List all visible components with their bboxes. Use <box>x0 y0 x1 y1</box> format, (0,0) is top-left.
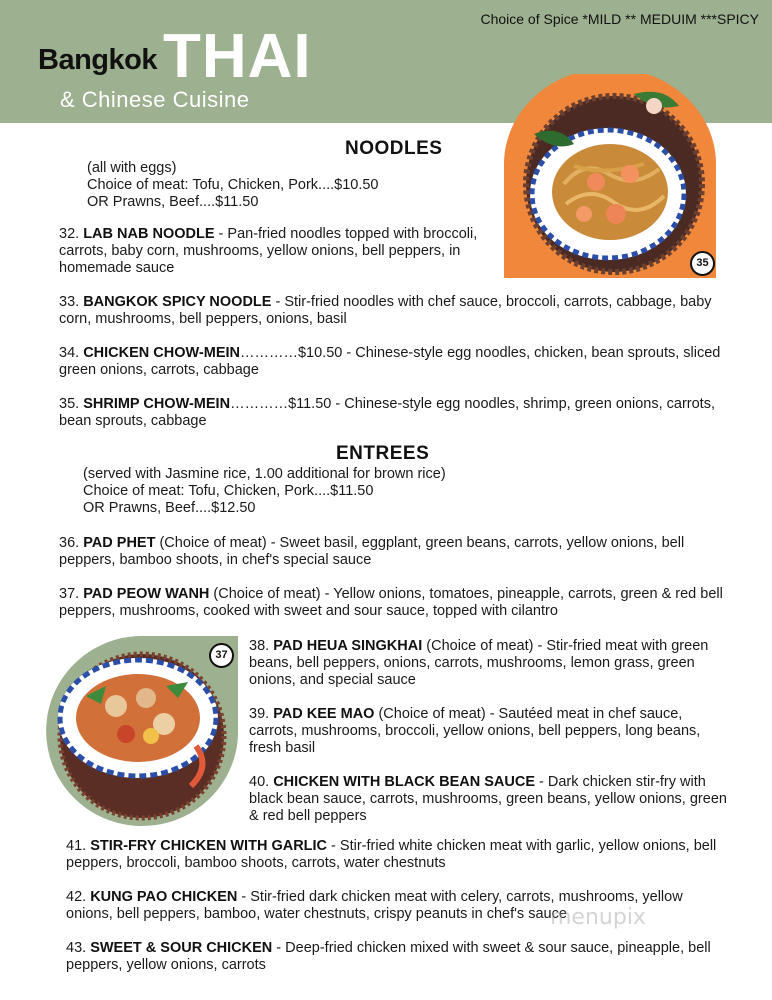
entrees-title: ENTREES <box>336 443 430 464</box>
item-number: 42. <box>66 889 87 905</box>
photo-number-badge: 35 <box>690 251 715 276</box>
item-number: 37. <box>59 586 80 602</box>
entrees-note: (served with Jasmine rice, 1.00 additional for brown rice) <box>83 466 446 482</box>
item-description: - Stir-fried white chicken meat with garlic, yellow onions, bell peppers, broccoli, bamboo shoots, carrots, water chestnuts <box>66 838 717 871</box>
menu-item <box>66 838 726 872</box>
item-name: PAD PEOW WANH <box>83 586 210 602</box>
noodles-note: Choice of meat: Tofu, Chicken, Pork....$10.50 <box>87 177 379 193</box>
menu-item <box>249 706 724 757</box>
menu-item <box>59 535 729 569</box>
item-name: LAB NAB NOODLE <box>83 226 215 242</box>
item-description: - Stir-fried noodles with chef sauce, broccoli, carrots, cabbage, baby corn, mushrooms, bell peppers, onions, basil <box>59 294 712 327</box>
menu-item <box>249 638 724 689</box>
item-number: 39. <box>249 706 270 722</box>
item-number: 34. <box>59 345 80 361</box>
item-description: (Choice of meat) - Stir-fried meat with green beans, bell peppers, onions, carrots, mushrooms, lemon grass, green onions, and special sauce <box>249 638 709 688</box>
menu-item <box>66 940 726 974</box>
menu-item <box>59 345 729 379</box>
noodle-dish-photo <box>504 74 716 278</box>
item-description: - Deep-fried chicken mixed with sweet & sour sauce, pineapple, bell peppers, yellow onions, carrots <box>66 940 711 973</box>
noodles-note: OR Prawns, Beef....$11.50 <box>87 194 259 210</box>
photo-number-badge: 37 <box>209 643 234 668</box>
item-description: …………$10.50 - Chinese-style egg noodles, chicken, bean sprouts, sliced green onions, carrots, cabbage <box>59 345 721 378</box>
item-number: 38. <box>249 638 270 654</box>
item-name: PAD KEE MAO <box>273 706 375 722</box>
item-name: PAD PHET <box>83 535 156 551</box>
item-description: - Pan-fried noodles topped with broccoli, carrots, baby corn, mushrooms, yellow onions, bell peppers, in homemade sauce <box>59 226 478 276</box>
menu-item <box>59 226 499 277</box>
item-description: (Choice of meat) - Sweet basil, eggplant, green beans, carrots, yellow onions, bell peppers, bamboo shoots, in chef's special sauce <box>59 535 685 568</box>
item-number: 40. <box>249 774 270 790</box>
menu-item <box>249 774 729 825</box>
logo-subtitle: & Chinese Cuisine <box>60 87 250 112</box>
item-description: (Choice of meat) - Yellow onions, tomatoes, pineapple, carrots, green & red bell peppers, mushrooms, cooked with sweet and sour sauce, topped with cilantro <box>59 586 723 619</box>
item-name: PAD HEUA SINGKHAI <box>273 638 423 654</box>
item-number: 33. <box>59 294 80 310</box>
noodles-note: (all with eggs) <box>87 160 177 176</box>
entrees-note: Choice of meat: Tofu, Chicken, Pork....$11.50 <box>83 483 374 499</box>
item-name: KUNG PAO CHICKEN <box>90 889 238 905</box>
item-name: STIR-FRY CHICKEN WITH GARLIC <box>90 838 328 854</box>
entrees-note: OR Prawns, Beef....$12.50 <box>83 500 256 516</box>
item-description: …………$11.50 - Chinese-style egg noodles, shrimp, green onions, carrots, bean sprouts, cabbage <box>59 396 715 429</box>
menu-item <box>59 586 729 620</box>
item-name: SWEET & SOUR CHICKEN <box>90 940 273 956</box>
item-number: 43. <box>66 940 87 956</box>
item-description: - Stir-fried dark chicken meat with celery, carrots, mushrooms, yellow onions, bell peppers, bamboo, water chestnuts, crispy peanuts in chef's sauce <box>66 889 683 922</box>
item-number: 41. <box>66 838 87 854</box>
item-number: 35. <box>59 396 80 412</box>
item-name: SHRIMP CHOW-MEIN <box>83 396 231 412</box>
noodles-title: NOODLES <box>345 138 443 159</box>
menu-item <box>59 294 719 328</box>
spice-note: Choice of Spice *MILD ** MEDUIM ***SPICY <box>480 11 759 27</box>
item-description: (Choice of meat) - Sautéed meat in chef sauce, carrots, mushrooms, broccoli, yellow onions, bell peppers, long beans, fresh basil <box>249 706 701 756</box>
menu-item <box>59 396 719 430</box>
item-number: 36. <box>59 535 80 551</box>
item-description: - Dark chicken stir-fry with black bean sauce, carrots, mushrooms, green beans, yellow onions, green & red bell peppers <box>249 774 727 824</box>
watermark: menupix <box>550 905 646 930</box>
logo-bangkok: Bangkok <box>38 44 157 76</box>
logo-thai: THAI <box>163 22 312 91</box>
item-name: BANGKOK SPICY NOODLE <box>83 294 272 310</box>
entree-dish-photo <box>46 636 238 826</box>
item-name: CHICKEN WITH BLACK BEAN SAUCE <box>273 774 536 790</box>
item-number: 32. <box>59 226 80 242</box>
item-name: CHICKEN CHOW-MEIN <box>83 345 240 361</box>
